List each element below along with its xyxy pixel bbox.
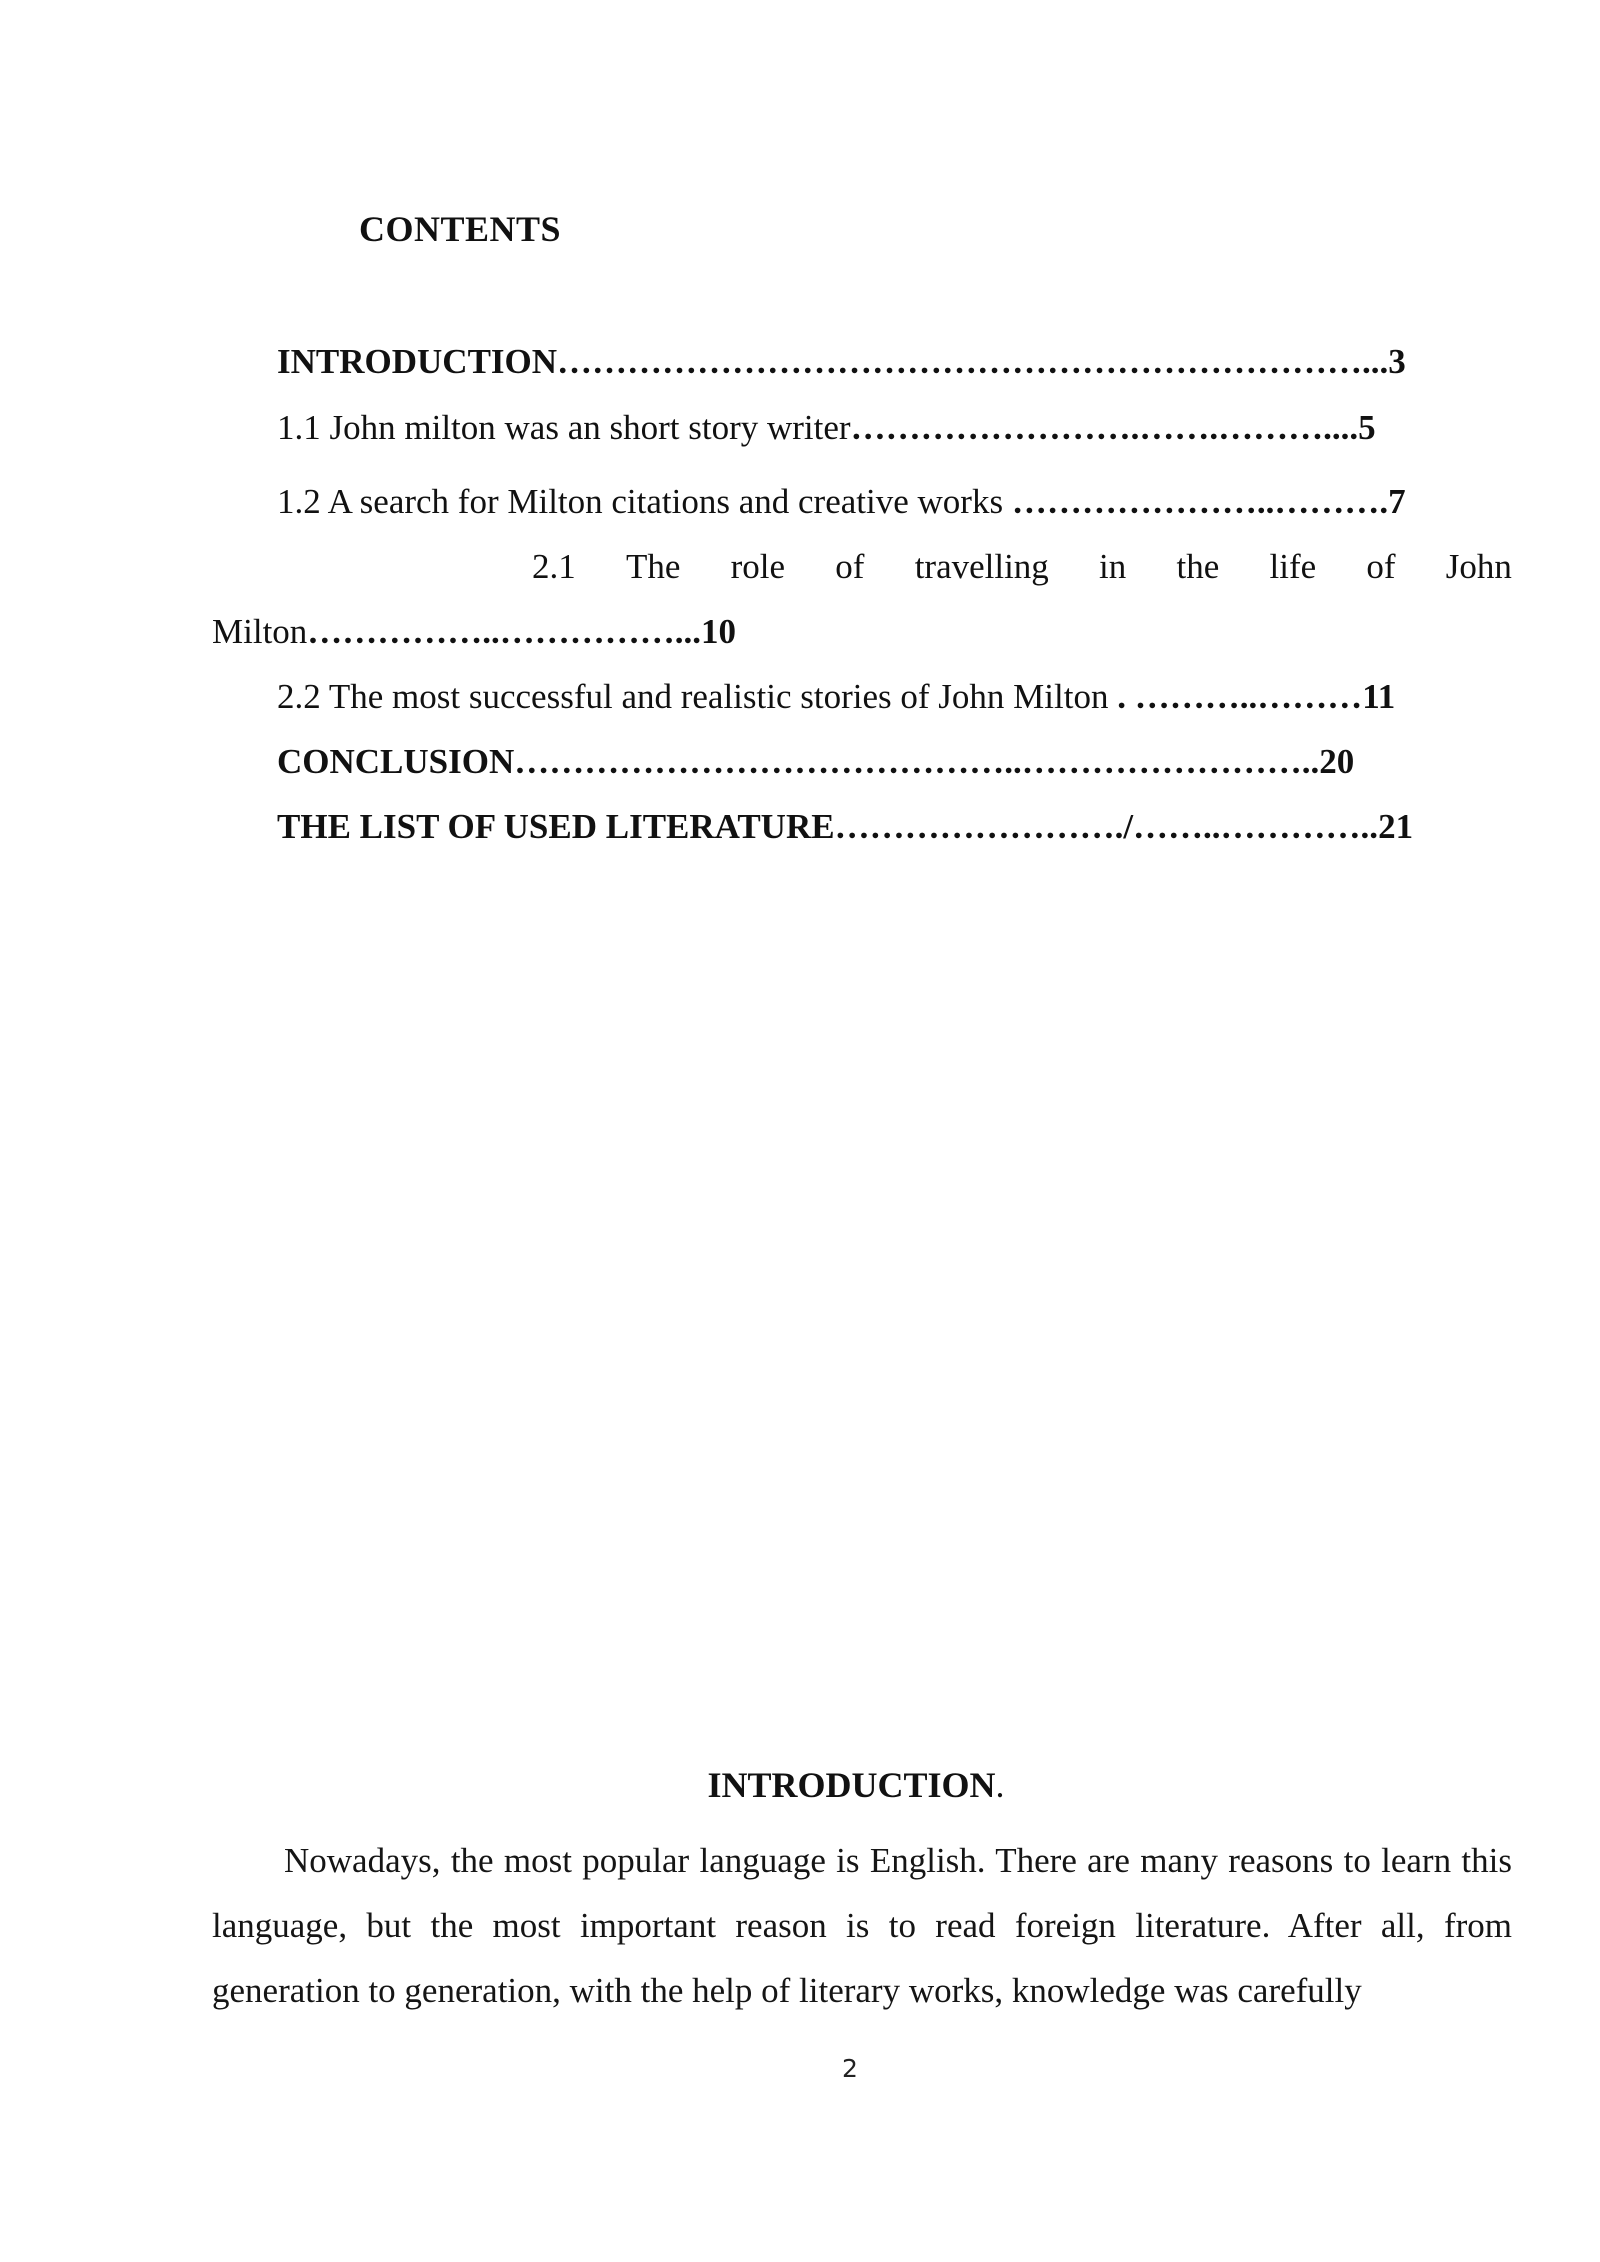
toc-entry-2-1-second-line[interactable] (212, 610, 736, 654)
toc-entry-label: CONCLUSION (277, 742, 515, 781)
toc-leader-dots: ……………………………………………………………... (557, 342, 1389, 381)
toc-leader-dots: . ………..……… (1117, 677, 1363, 716)
toc-word: John (1445, 547, 1512, 586)
toc-word: life (1269, 547, 1317, 586)
toc-word: of (835, 547, 865, 586)
toc-entry-1-1[interactable] (277, 406, 1376, 450)
toc-leader-dots: ……………………………………..…………………….. (514, 742, 1320, 781)
toc-page-number: 20 (1319, 742, 1355, 781)
toc-word: in (1099, 547, 1127, 586)
toc-page-number: 7 (1388, 482, 1406, 521)
toc-entry-2-2[interactable] (277, 675, 1395, 719)
toc-leader-dots: …………………….…….……….... (850, 408, 1359, 447)
toc-entry-label: 2.2 The most successful and realistic stories of John Milton (277, 677, 1118, 716)
toc-entry-1-2[interactable] (277, 480, 1406, 524)
introduction-paragraph: Nowadays, the most popular language is English. There are many reasons to learn this language, but the most important reason is to read foreign literature. After all, from generation to generation, with the help of literary works, knowledge was carefully (212, 1841, 1512, 2010)
toc-entry-label: INTRODUCTION (277, 342, 558, 381)
toc-entry-literature[interactable] (277, 805, 1413, 849)
toc-word: The (625, 547, 681, 586)
contents-title: CONTENTS (359, 209, 562, 249)
toc-page-number: 11 (1362, 677, 1396, 716)
toc-page-number: 10 (701, 612, 737, 651)
toc-leader-dots: ……………..……………... (307, 612, 702, 651)
toc-page-number: 5 (1358, 408, 1376, 447)
toc-word: travelling (914, 547, 1049, 586)
toc-leader-dots: …………………..………. (1011, 482, 1389, 521)
toc-word: role (730, 547, 786, 586)
toc-entry-2-1-first-line[interactable] (532, 545, 1512, 589)
toc-entry-conclusion[interactable] (277, 740, 1354, 784)
introduction-heading-suffix: . (995, 1765, 1005, 1805)
toc-word: of (1366, 547, 1396, 586)
toc-entry-label: 1.1 John milton was an short story writer (277, 408, 851, 447)
toc-page-number: 3 (1388, 342, 1406, 381)
toc-entry-label: THE LIST OF USED LITERATURE (277, 807, 835, 846)
toc-leader-dots: ……………………./……..………….. (834, 807, 1379, 846)
toc-page-number: 21 (1378, 807, 1414, 846)
toc-word: 2.1 (532, 547, 576, 586)
page-number: 2 (842, 2054, 858, 2083)
toc-entry-label: Milton (212, 612, 308, 651)
introduction-heading-text: INTRODUCTION (707, 1765, 996, 1805)
toc-word: the (1176, 547, 1220, 586)
introduction-heading (0, 1764, 1600, 1806)
toc-entry-introduction[interactable] (277, 340, 1406, 384)
toc-entry-label: 1.2 A search for Milton citations and creative works (277, 482, 1012, 521)
